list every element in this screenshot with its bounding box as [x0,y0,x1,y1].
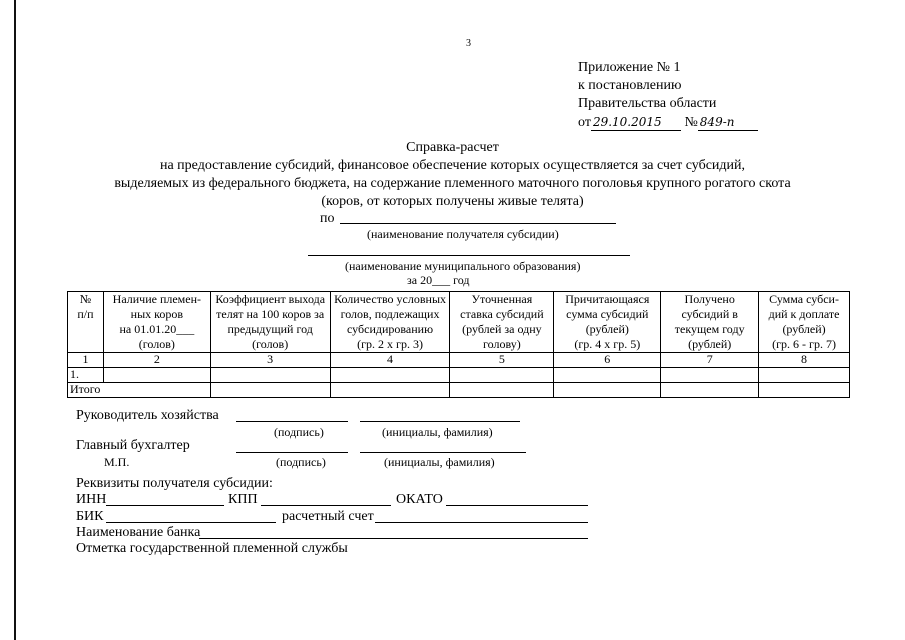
table-cell[interactable] [450,368,554,383]
appendix-line-3: Правительства области [578,96,717,111]
number-label: № [684,115,698,130]
appendix-date-line [578,114,758,131]
doc-heading: Справка-расчет [406,140,499,155]
table-cell[interactable] [450,383,554,398]
from-label: от [578,115,591,130]
okato-label: ОКАТО [396,492,443,507]
recipient-caption: (наименование получателя субсидии) [367,227,559,241]
table-cell[interactable] [330,383,450,398]
accountant-signature-line[interactable] [236,452,348,453]
municipality-caption: (наименование муниципального образования) [345,259,581,273]
column-number: 5 [450,353,554,368]
account-label: расчетный счет [282,509,374,524]
account-field[interactable] [375,522,588,523]
initials-caption: (инициалы, фамилия) [382,425,493,439]
year-line: за 20___ год [407,273,470,287]
accountant-initials-line[interactable] [360,452,526,453]
column-number: 8 [759,353,850,368]
decree-number: 849-п [698,114,758,131]
kpp-field[interactable] [261,505,391,506]
column-number: 1 [68,353,104,368]
title-line-1: на предоставление субсидий, финансовое обеспечение которых осуществляется за счет субсидий, [159,158,746,173]
header-col-6: Причитающаяся сумма субсидий (рублей) (гр. 4 х гр. 5) [554,292,661,353]
head-initials-line[interactable] [360,421,520,422]
table-cell[interactable] [759,368,850,383]
column-number-row [68,353,850,368]
appendix-line-1: Приложение № 1 [578,60,681,75]
header-col-5: Уточненная ставка субсидий (рублей за одну голову) [450,292,554,353]
table-cell[interactable] [554,368,661,383]
requisites-heading: Реквизиты получателя субсидии: [76,476,273,491]
table-cell[interactable] [103,368,210,383]
left-margin-bar [14,0,16,640]
bik-field[interactable] [106,522,276,523]
header-col-7: Получено субсидий в текущем году (рублей) [661,292,759,353]
header-col-1: № п/п [68,292,104,353]
column-number: 6 [554,353,661,368]
table-cell[interactable] [210,383,330,398]
table-cell[interactable] [330,368,450,383]
page-number: 3 [466,38,471,49]
header-col-3: Коэффициент выхода телят на 100 коров за предыдущий год (голов) [210,292,330,353]
column-number: 4 [330,353,450,368]
initials-caption: (инициалы, фамилия) [384,455,495,469]
title-line-2: выделяемых из федерального бюджета, на содержание племенного маточного поголовья крупного рогатого скота [114,176,791,191]
table-cell[interactable] [554,383,661,398]
accountant-label: Главный бухгалтер [76,438,190,453]
table-cell[interactable] [210,368,330,383]
head-signature-line[interactable] [236,421,348,422]
kpp-label: КПП [228,492,258,507]
okato-field[interactable] [446,505,588,506]
table-header-row [68,292,850,353]
header-col-4: Количество условных голов, подлежащих субсидированию (гр. 2 х гр. 3) [330,292,450,353]
subsidy-table [67,291,850,398]
bik-label: БИК [76,509,104,524]
column-number: 7 [661,353,759,368]
signature-caption: (подпись) [276,455,326,469]
header-col-2: Наличие племен- ных коров на 01.01.20___ (голов) [103,292,210,353]
total-row [68,383,850,398]
header-col-8: Сумма субси- дий к доплате (рублей) (гр. 6 - гр. 7) [759,292,850,353]
bank-field[interactable] [199,538,588,539]
head-label: Руководитель хозяйства [76,408,219,423]
signature-caption: (подпись) [274,425,324,439]
appendix-line-2: к постановлению [578,78,682,93]
breeding-service-mark: Отметка государственной племенной службы [76,541,348,556]
table-row [68,368,850,383]
stamp-label: М.П. [104,455,130,469]
bank-label: Наименование банка [76,525,201,540]
municipality-name-line[interactable] [308,255,630,256]
row-index: 1. [68,368,104,383]
column-number: 3 [210,353,330,368]
total-label: Итого [68,383,211,398]
inn-field[interactable] [106,505,224,506]
inn-label: ИНН [76,492,107,507]
table-cell[interactable] [661,383,759,398]
table-cell[interactable] [759,383,850,398]
by-label: по [320,211,335,226]
column-number: 2 [103,353,210,368]
decree-date: 29.10.2015 [591,114,681,131]
title-line-3: (коров, от которых получены живые телята) [321,194,584,209]
recipient-name-line[interactable] [340,223,616,224]
table-cell[interactable] [661,368,759,383]
